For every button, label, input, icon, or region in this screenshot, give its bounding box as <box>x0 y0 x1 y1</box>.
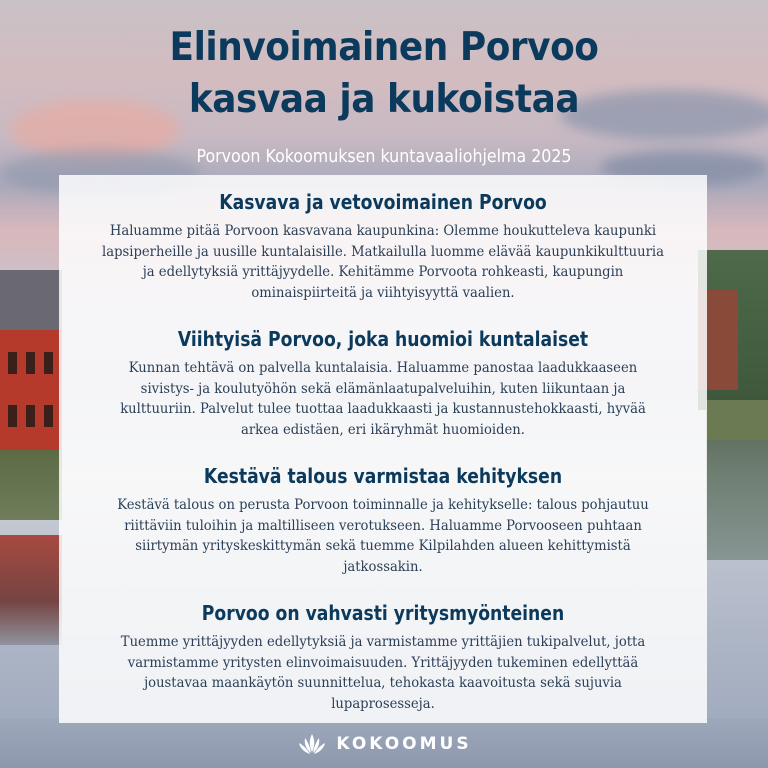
section-comfort <box>59 326 707 440</box>
section-body: Kestävä talous on perusta Porvoon toiminnalle ja kehitykselle: talous pohjautuu riittäviin tuloihin ja maltilliseen verotukseen. Haluamme Porvooseen puhtaan siirtymän yrityskeskittymän sekä tuemme Kilpilahden alueen kehittymistä jatkossakin. <box>117 497 649 575</box>
section-body: Kunnan tehtävä on palvella kuntalaisia. Haluamme panostaa laadukkaaseen sivistys- ja koulutyöhön sekä elämänlaatupalveluihin, kuten liikuntaan ja kulttuuriin. Palvelut tulee tuottaa laadukkaasti ja kustannustehokkaasti, hyvää arkea edistäen, eri ikäryhmät huomioiden. <box>120 360 646 438</box>
section-body: Tuemme yrittäjyyden edellytyksiä ja varmistamme yrittäjien tukipalvelut, jotta varmistamme yritysten elinvoimaisuuden. Yrittäjyyden tukeminen edellyttää joustavaa maankäytön suunnittelua, tehokasta kaavoitusta sekä sujuvia lupaprosesseja. <box>120 634 646 712</box>
section-body: Haluamme pitää Porvoon kasvavana kaupunkina: Olemme houkutteleva kaupunki lapsiperheille ja uusille kuntalaisille. Matkailulla luomme elävää kaupunkikulttuuria ja edellytyksiä yrittäjyydelle. Kehitämme Porvoota rohkeasti, kaupungin ominaispiirteitä ja viihtyisyyttä vaalien. <box>102 223 664 301</box>
section-economy <box>59 463 707 577</box>
section-title: Kestävä talous varmistaa kehityksen <box>203 464 563 488</box>
logo-text: KOKOOMUS <box>336 734 472 754</box>
page-subtitle: Porvoon Kokoomuksen kuntavaaliohjelma 2025 <box>196 146 572 167</box>
house-window <box>44 352 53 374</box>
left-shore <box>0 450 62 520</box>
right-shore <box>706 400 768 440</box>
title-line-1: Elinvoimainen Porvoo <box>169 25 599 70</box>
kokoomus-logo <box>0 732 768 756</box>
page-title <box>31 22 738 126</box>
section-growth <box>59 189 707 303</box>
house-window <box>8 352 17 374</box>
content-panel <box>59 175 707 723</box>
house-roof <box>0 270 62 330</box>
house-window <box>26 405 35 427</box>
red-riverside-house <box>0 330 62 450</box>
house-window <box>8 405 17 427</box>
section-title: Porvoo on vahvasti yritysmyönteinen <box>201 601 565 625</box>
house-reflection <box>0 535 62 645</box>
house-window <box>26 352 35 374</box>
house-window <box>44 405 53 427</box>
kokoomus-flame-icon <box>296 732 328 756</box>
section-business <box>59 600 707 714</box>
section-title: Viihtyisä Porvoo, joka huomioi kuntalaiset <box>177 327 589 351</box>
section-title: Kasvava ja vetovoimainen Porvoo <box>219 190 547 214</box>
right-reflection <box>706 440 768 560</box>
title-line-2: kasvaa ja kukoistaa <box>188 77 580 122</box>
